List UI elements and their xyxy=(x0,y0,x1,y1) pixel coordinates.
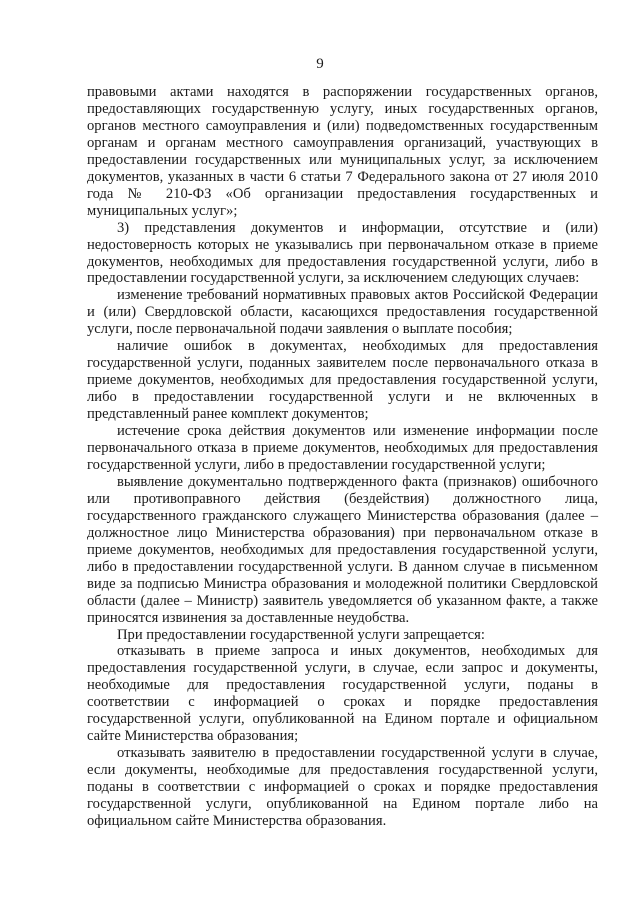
paragraph-exception-official-error: выявление документально подтвержденного факта (признаков) ошибочного или противоправного действия (бездействия) должностного лица, государственного гражданского служащего Министерства образования (далее – должностное лицо Министерства образования) при первоначальном отказе в приеме документов, необходимых для предоставления государственной услуги, либо в предоставлении государственной услуги. В данном случае в письменном виде за подписью Министра образования и молодежной политики Свердловской области (далее – Министр) заявитель уведомляется об указанном факте, а также приносятся извинения за доставленные неудобства. xyxy=(87,473,598,626)
paragraph-continuation: правовыми актами находятся в распоряжении государственных органов, предоставляющих государственную услугу, иных государственных органов, органов местного самоуправления и (или) подведомственных государственным органам и органам местного самоуправления организаций, участвующих в предоставлении государственных или муниципальных услуг, за исключением документов, указанных в части 6 статьи 7 Федерального закона от 27 июля 2010 года № 210-ФЗ «Об организации предоставления государственных и муниципальных услуг»; xyxy=(87,84,598,219)
page-number: 9 xyxy=(316,56,324,72)
paragraph-exception-requirements-change: изменение требований нормативных правовых актов Российской Федерации и (или) Свердловской области, касающихся предоставления государственной услуги, после первоначальной подачи заявления о выплате пособия; xyxy=(87,287,598,338)
paragraph-prohibited-heading: При предоставлении государственной услуги запрещается: xyxy=(117,626,485,643)
paragraph-prohibited-refuse-request: отказывать в приеме запроса и иных документов, необходимых для предоставления государственной услуги, в случае, если запрос и документы, необходимые для предоставления государственной услуги, поданы в соответствии с информацией о сроках и порядке предоставления государственной услуги, опубликованной на Едином портале и официальном сайте Министерства образования; xyxy=(87,643,598,745)
paragraph-prohibited-refuse-service: отказывать заявителю в предоставлении государственной услуги в случае, если документы, необходимые для предоставления государственной услуги, поданы в соответствии с информацией о сроках и порядке предоставления государственной услуги, опубликованной на Едином портале либо на официальном сайте Министерства образования. xyxy=(87,745,598,829)
document-body xyxy=(87,84,598,830)
paragraph-exception-document-errors: наличие ошибок в документах, необходимых для предоставления государственной услуги, поданных заявителем после первоначального отказа в приеме документов, необходимых для предоставления государственной услуги, либо в предоставлении государственной услуги и не включенных в представленный ранее комплект документов; xyxy=(87,338,598,423)
paragraph-item-3: 3) представления документов и информации, отсутствие и (или) недостоверность которых не указывались при первоначальном отказе в приеме документов, необходимых для предоставления государственной услуги, либо в предоставлении государственной услуги, за исключением следующих случаев: xyxy=(87,219,598,287)
paragraph-exception-expiry: истечение срока действия документов или изменение информации после первоначального отказа в приеме документов, необходимых для предоставления государственной услуги, либо в предоставлении государственной услуги; xyxy=(87,423,598,473)
